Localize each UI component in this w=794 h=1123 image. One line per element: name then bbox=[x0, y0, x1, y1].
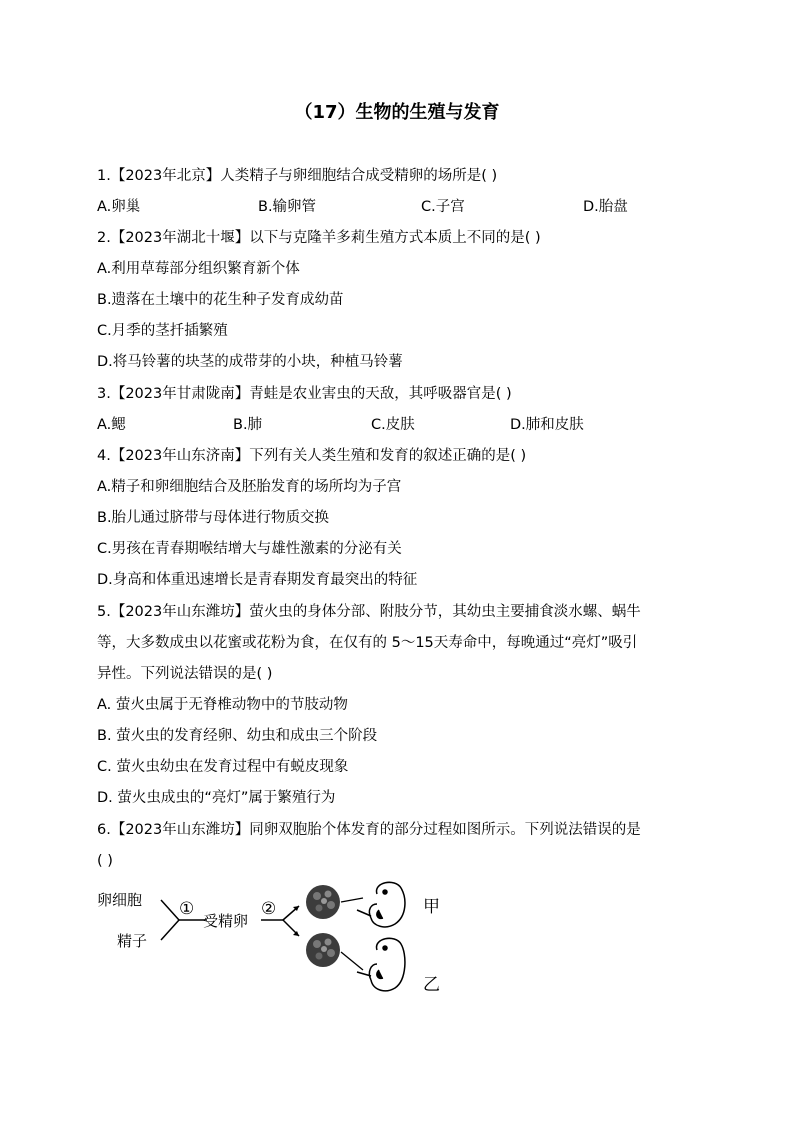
diagram-step-2: ② bbox=[261, 899, 277, 919]
q1-option-a: A.卵巢 bbox=[97, 199, 141, 215]
q3-option-b: B.肺 bbox=[233, 417, 263, 433]
q1-option-d: D.胎盘 bbox=[583, 199, 628, 215]
page-title: （17）生物的生殖与发育 bbox=[294, 102, 500, 123]
q5-option-c: C. 萤火虫幼虫在发育过程中有蜕皮现象 bbox=[97, 759, 349, 775]
q4-stem: 4.【2023年山东济南】下列有关人类生殖和发育的叙述正确的是( ) bbox=[97, 448, 527, 464]
q5-option-d: D. 萤火虫成虫的“亮灯”属于繁殖行为 bbox=[97, 790, 336, 806]
q4-option-b: B.胎儿通过脐带与母体进行物质交换 bbox=[97, 510, 330, 526]
diagram-label-fetus-b: 乙 bbox=[423, 975, 440, 995]
embryo-cluster-top bbox=[306, 885, 340, 919]
q2-option-a: A.利用草莓部分组织繁育新个体 bbox=[97, 261, 300, 277]
embryo-cluster-bottom bbox=[306, 933, 340, 967]
q5-option-b: B. 萤火虫的发育经卵、幼虫和成虫三个阶段 bbox=[97, 728, 378, 744]
q5-stem-line-3: 异性。下列说法错误的是( ) bbox=[97, 666, 273, 682]
fetus-b-drawing bbox=[357, 938, 405, 990]
q2-stem: 2.【2023年湖北十堰】以下与克隆羊多莉生殖方式本质上不同的是( ) bbox=[97, 230, 541, 246]
q4-option-d: D.身高和体重迅速增长是青春期发育最突出的特征 bbox=[97, 572, 418, 588]
q6-stem-line-1: 6.【2023年山东潍坊】同卵双胞胎个体发育的部分过程如图所示。下列说法错误的是 bbox=[97, 822, 641, 838]
q3-option-d: D.肺和皮肤 bbox=[510, 417, 584, 433]
q2-option-c: C.月季的茎扦插繁殖 bbox=[97, 323, 228, 339]
q5-option-a: A. 萤火虫属于无脊椎动物中的节肢动物 bbox=[97, 697, 348, 713]
fetus-a-drawing bbox=[357, 882, 405, 927]
q5-stem-line-2: 等，大多数成虫以花蜜或花粉为食，在仅有的 5～15天寿命中，每晚通过“亮灯”吸引 bbox=[97, 635, 638, 651]
q4-option-c: C.男孩在青春期喉结增大与雄性激素的分泌有关 bbox=[97, 541, 402, 557]
q3-option-c: C.皮肤 bbox=[371, 417, 415, 433]
q3-option-a: A.鳃 bbox=[97, 417, 126, 433]
diagram-step-1: ① bbox=[179, 899, 195, 919]
q1-option-b: B.输卵管 bbox=[258, 199, 317, 215]
q2-option-d: D.将马铃薯的块茎的成带芽的小块，种植马铃薯 bbox=[97, 354, 403, 370]
arrow-to-fetus-a bbox=[341, 898, 363, 902]
q5-stem-line-1: 5.【2023年山东潍坊】萤火虫的身体分部、附肢分节，其幼虫主要捕食淡水螺、蜗牛 bbox=[97, 604, 641, 620]
q6-stem-line-2: ( ) bbox=[97, 853, 113, 869]
q1-option-c: C.子宫 bbox=[421, 199, 465, 215]
twin-development-diagram bbox=[95, 880, 455, 1010]
diagram-label-sperm: 精子 bbox=[117, 932, 148, 950]
arrow-to-fetus-b bbox=[341, 952, 363, 970]
diagram-label-egg: 卵细胞 bbox=[97, 891, 143, 909]
q4-option-a: A.精子和卵细胞结合及胚胎发育的场所均为子宫 bbox=[97, 479, 402, 495]
q1-stem: 1.【2023年北京】人类精子与卵细胞结合成受精卵的场所是( ) bbox=[97, 168, 498, 184]
q2-option-b: B.遗落在土壤中的花生种子发育成幼苗 bbox=[97, 292, 344, 308]
q3-stem: 3.【2023年甘肃陇南】青蛙是农业害虫的天敌，其呼吸器官是( ) bbox=[97, 386, 512, 402]
diagram-label-fetus-a: 甲 bbox=[423, 897, 440, 917]
converge-lines bbox=[161, 900, 179, 940]
diagram-label-zygote: 受精卵 bbox=[203, 912, 249, 930]
